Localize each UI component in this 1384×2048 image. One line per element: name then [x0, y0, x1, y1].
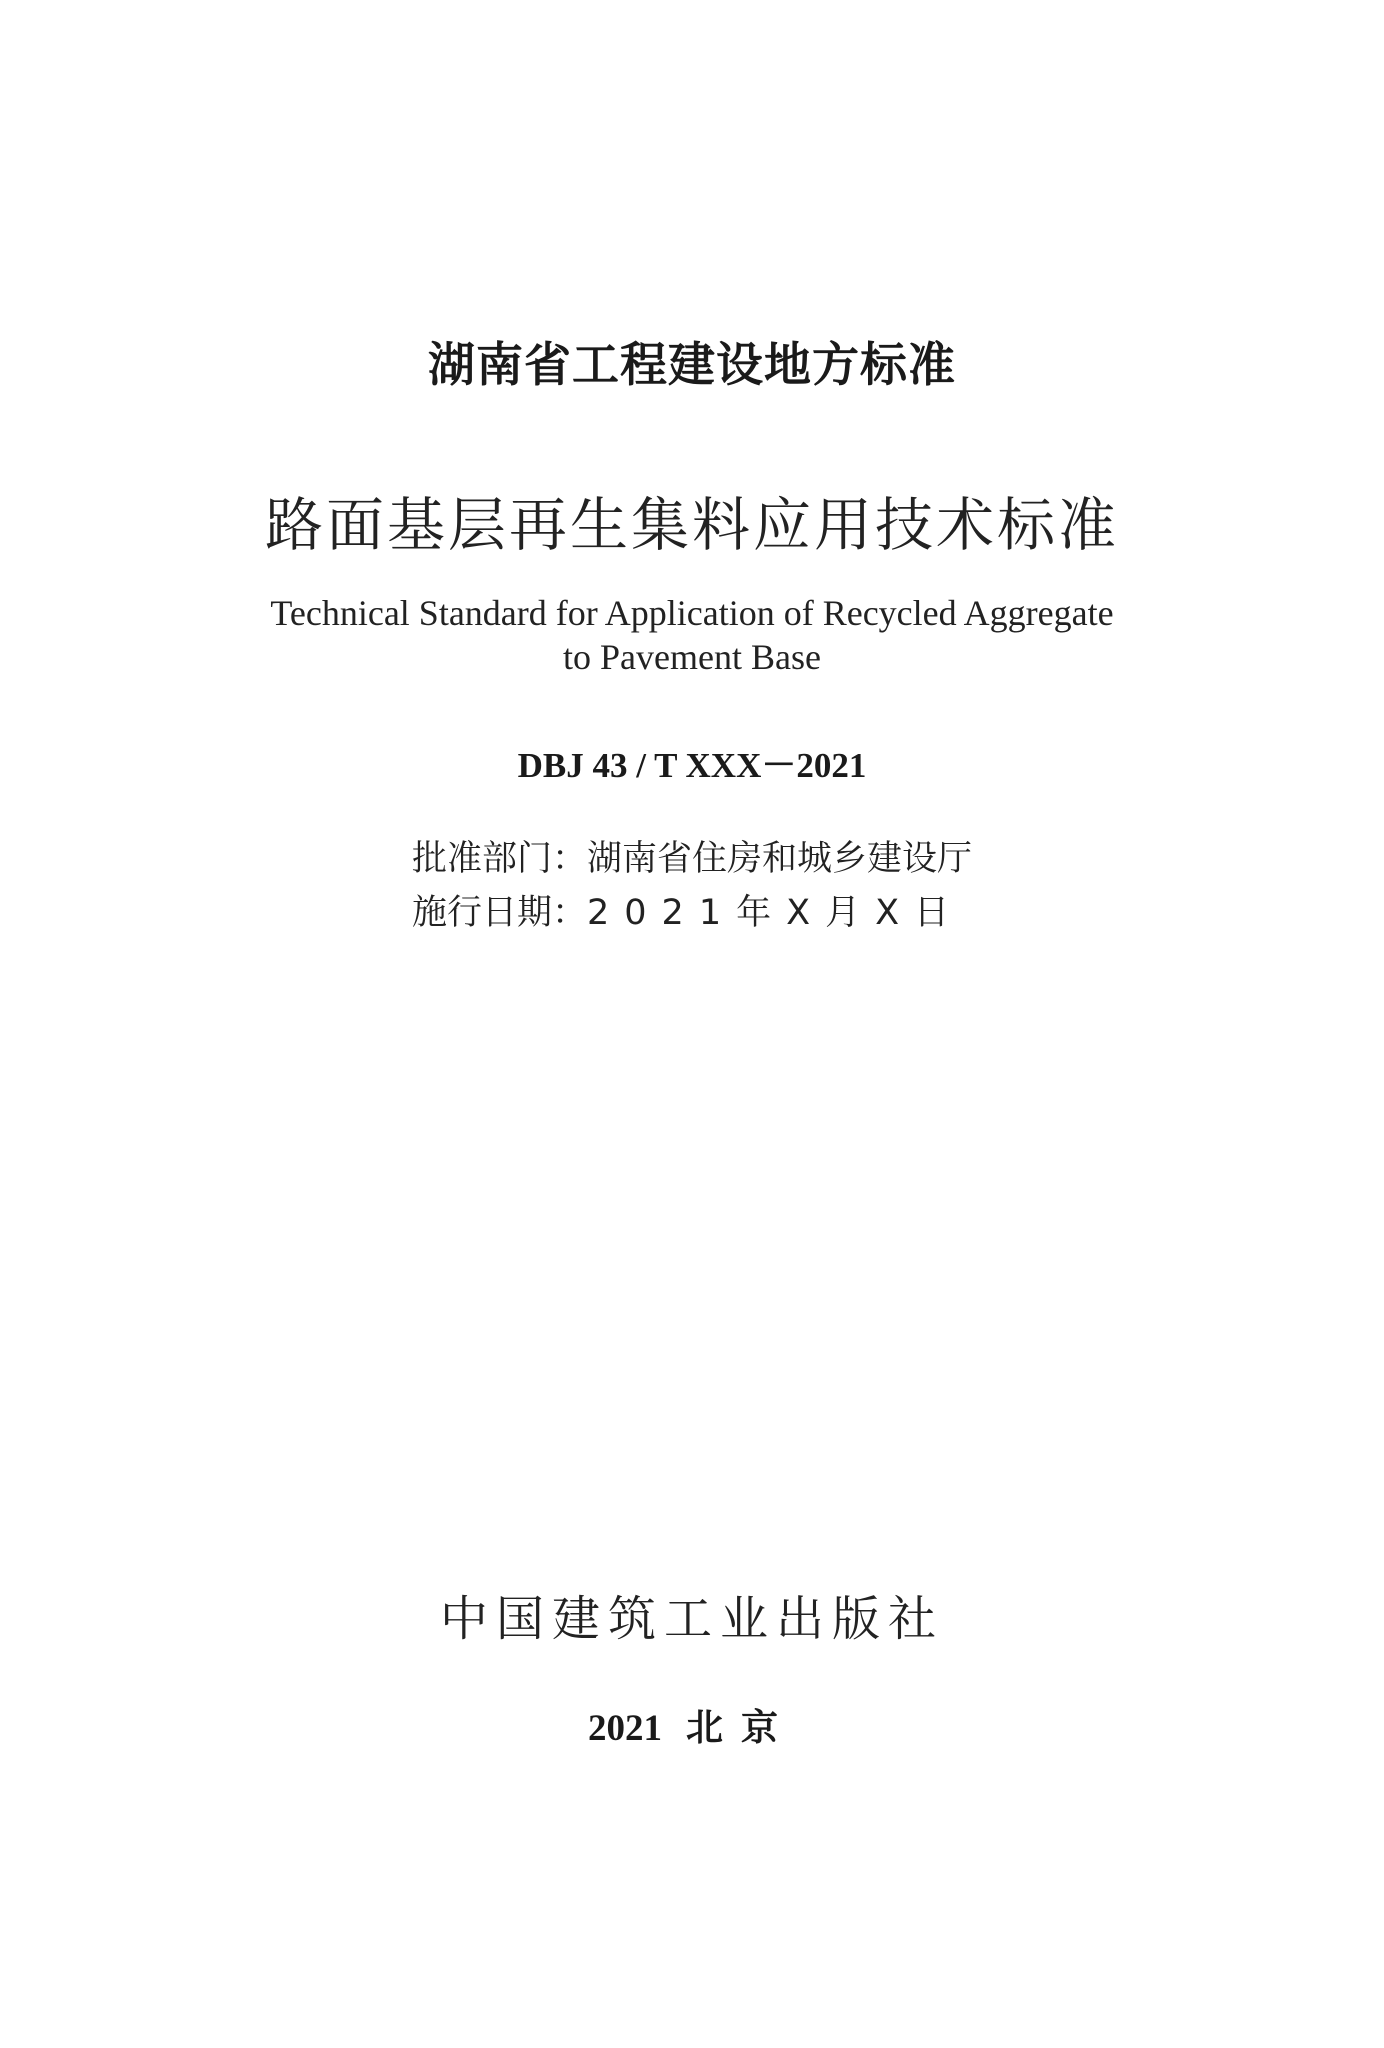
- effective-date-label: 施行日期：: [412, 893, 588, 933]
- approval-authority-label: 批准部门：: [412, 839, 588, 879]
- document-title-en-line-1: Technical Standard for Application of Recycled Aggregate: [270, 593, 1114, 633]
- approval-info: [412, 832, 972, 940]
- standard-code: DBJ 43 / T XXX－2021: [517, 746, 867, 785]
- imprint: [0, 1697, 1384, 1751]
- document-title-en-line-2: to Pavement Base: [563, 637, 821, 677]
- approval-authority-row: [412, 832, 972, 886]
- effective-date-value: 2021年X月X日: [587, 893, 965, 933]
- publisher-name: 中国建筑工业出版社: [439, 1591, 944, 1647]
- standard-series: 湖南省工程建设地方标准: [428, 338, 956, 393]
- imprint-city: 北京: [686, 1706, 796, 1749]
- approval-authority-value: 湖南省住房和城乡建设厅: [587, 839, 973, 879]
- imprint-year: 2021: [588, 1708, 662, 1749]
- effective-date-row: [412, 886, 972, 940]
- document-title-cn: 路面基层再生集料应用技术标准: [264, 491, 1119, 559]
